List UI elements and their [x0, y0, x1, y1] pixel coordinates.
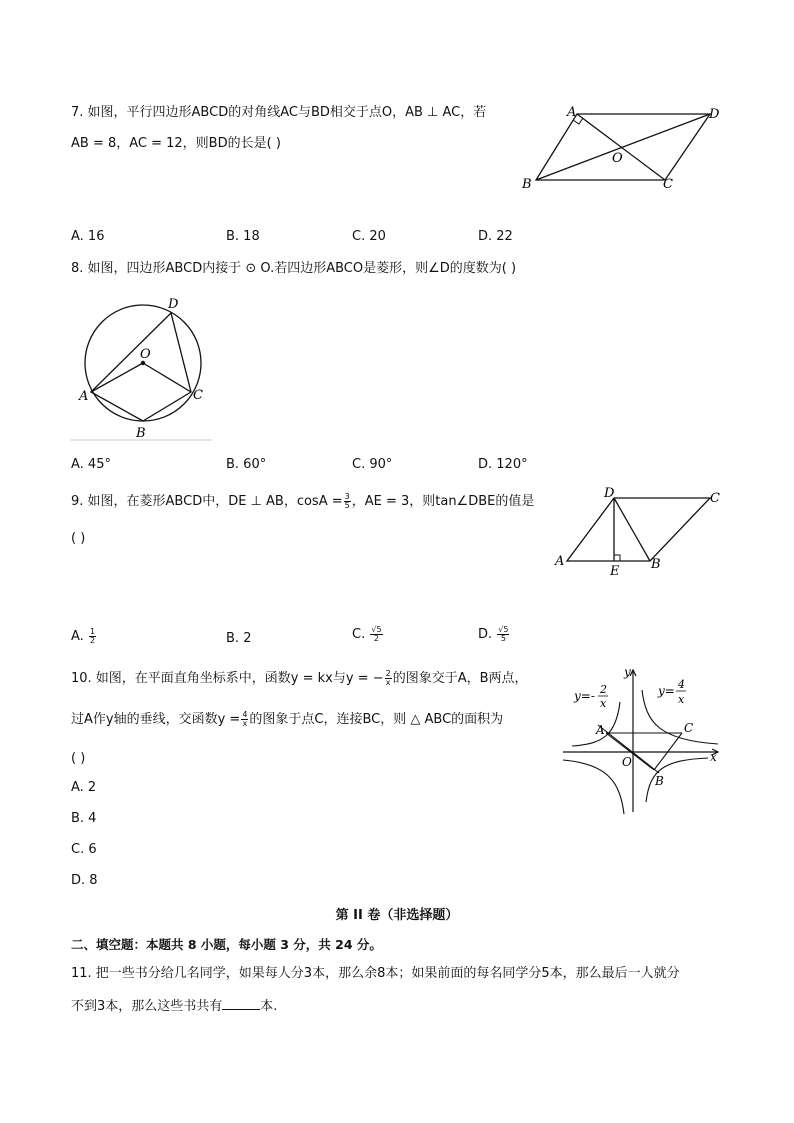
q9-label-B: B — [651, 557, 661, 572]
q7-option-c: C. 20 — [352, 229, 386, 244]
q9-option-a-den: 2 — [89, 636, 96, 645]
q10-text-line1 — [71, 669, 528, 689]
q8-label-B: B — [136, 426, 146, 441]
q10-left-fn-num: 2 — [600, 683, 607, 696]
q10-label-y-axis: y — [624, 665, 631, 679]
q8-text-line1: 8. 如图，四边形ABCD内接于 ⊙ O.若四边形ABCO是菱形，则∠D的度数为( ) — [71, 261, 517, 276]
q8-option-c: C. 90° — [352, 457, 393, 472]
q11-text-line2 — [71, 997, 277, 1017]
q9-option-b-value: 2 — [243, 631, 252, 646]
q7-parallelogram-figure — [515, 100, 730, 195]
q10-left-fn-den: x — [600, 697, 607, 710]
q10-left-fn-label: y=- — [574, 689, 595, 703]
q10-fraction-1-den: x — [385, 678, 391, 687]
q10-label-x-axis: x — [710, 750, 717, 764]
q9-option-d-label: D. — [478, 627, 493, 642]
q11-text-part-b: 本. — [260, 999, 278, 1014]
section-2-title: 第 II 卷（非选择题） — [335, 908, 459, 923]
q10-right-fn-den: x — [678, 693, 685, 706]
q9-option-c — [352, 626, 384, 643]
q9-option-b-label: B. — [226, 631, 240, 646]
q9-text-line2: ( ) — [71, 531, 86, 546]
q9-cos-fraction — [344, 493, 351, 510]
q10-label-C: C — [684, 721, 694, 735]
q10-option-d: D. 8 — [71, 873, 98, 888]
q9-rhombus-figure — [552, 485, 732, 580]
q10-fraction-2-num: 4 — [242, 710, 248, 719]
q10-label-A: A — [596, 723, 605, 737]
q9-label-C: C — [710, 491, 720, 506]
q7-option-b: B. 18 — [226, 229, 260, 244]
q9-option-a — [71, 628, 97, 645]
q7-label-B: B — [522, 177, 532, 192]
q7-label-C: C — [663, 177, 673, 192]
q9-option-b — [226, 631, 251, 646]
q10-text-part-a: 10. 如图，在平面直角坐标系中，函数y = kx与y = − — [71, 671, 384, 686]
q9-text-part-b: ，AE = 3，则tan∠DBE的值是 — [351, 494, 535, 509]
q8-circle-figure — [70, 288, 215, 443]
q7-label-A: A — [567, 105, 577, 120]
q10-option-b: B. 4 — [71, 811, 97, 826]
q10-fraction-2 — [241, 711, 248, 728]
q8-label-O: O — [140, 347, 151, 362]
q9-option-a-label: A. — [71, 629, 84, 644]
q11-text-part-a: 不到3本，那么这些书共有 — [71, 999, 223, 1014]
q11-answer-blank[interactable] — [222, 997, 260, 1010]
q8-label-A: A — [79, 389, 89, 404]
q10-option-c: C. 6 — [71, 842, 97, 857]
q7-text-line2: AB = 8，AC = 12，则BD的长是( ) — [71, 136, 281, 151]
q10-fraction-2-den: x — [242, 719, 248, 728]
section-2-heading: 二、填空题：本题共 8 小题，每小题 3 分，共 24 分。 — [71, 937, 382, 952]
q8-option-b: B. 60° — [226, 457, 267, 472]
q9-option-c-label: C. — [352, 627, 366, 642]
q9-label-D: D — [604, 486, 615, 501]
q11-text-line1: 11. 把一些书分给几名同学，如果每人分3本，那么余8本；如果前面的每名同学分5本，那么最后一人就分 — [71, 966, 680, 981]
q10-text-part-d: 的图象于点C，连接BC，则 △ ABC的面积为 — [249, 712, 504, 727]
q10-text-line2 — [71, 710, 503, 730]
q9-option-c-num: √5 — [371, 625, 382, 634]
q9-option-c-den: 2 — [373, 634, 379, 643]
q9-cos-num: 3 — [344, 492, 350, 501]
q10-text-line3: ( ) — [71, 751, 86, 766]
q7-option-d: D. 22 — [478, 229, 513, 244]
q10-right-fn-label: y= — [658, 684, 675, 698]
q9-text-line1 — [71, 492, 534, 512]
q9-option-a-fraction — [89, 628, 96, 645]
q7-option-a: A. 16 — [71, 229, 105, 244]
q10-option-a: A. 2 — [71, 780, 97, 795]
q8-option-d: D. 120° — [478, 457, 528, 472]
q9-option-a-num: 1 — [89, 627, 96, 636]
q10-fraction-1 — [385, 670, 392, 687]
q10-right-fn-num: 4 — [678, 678, 685, 691]
q10-label-B: B — [655, 774, 664, 788]
q8-option-a: A. 45° — [71, 457, 111, 472]
q7-label-D: D — [709, 107, 720, 122]
q10-label-O: O — [622, 755, 632, 769]
q9-option-c-fraction — [370, 626, 382, 643]
q8-label-D: D — [168, 297, 179, 312]
q9-label-E: E — [610, 564, 620, 579]
q8-label-C: C — [193, 388, 203, 403]
q9-option-d-den: 5 — [500, 634, 506, 643]
q9-label-A: A — [555, 554, 565, 569]
q10-fraction-1-num: 2 — [385, 669, 391, 678]
q9-option-d — [478, 626, 510, 643]
q9-option-d-num: √5 — [498, 625, 509, 634]
q10-text-part-b: 的图象交于A，B两点， — [392, 671, 528, 686]
q7-label-O: O — [612, 151, 623, 166]
q9-option-d-fraction — [497, 626, 509, 643]
q10-coordinate-figure — [558, 660, 728, 820]
q9-text-part-a: 9. 如图，在菱形ABCD中，DE ⊥ AB，cosA = — [71, 494, 343, 509]
q10-text-part-c: 过A作y轴的垂线，交函数y = — [71, 712, 241, 727]
q7-text-line1: 7. 如图，平行四边形ABCD的对角线AC与BD相交于点O，AB ⊥ AC，若 — [71, 105, 487, 120]
q9-cos-den: 5 — [344, 501, 350, 510]
